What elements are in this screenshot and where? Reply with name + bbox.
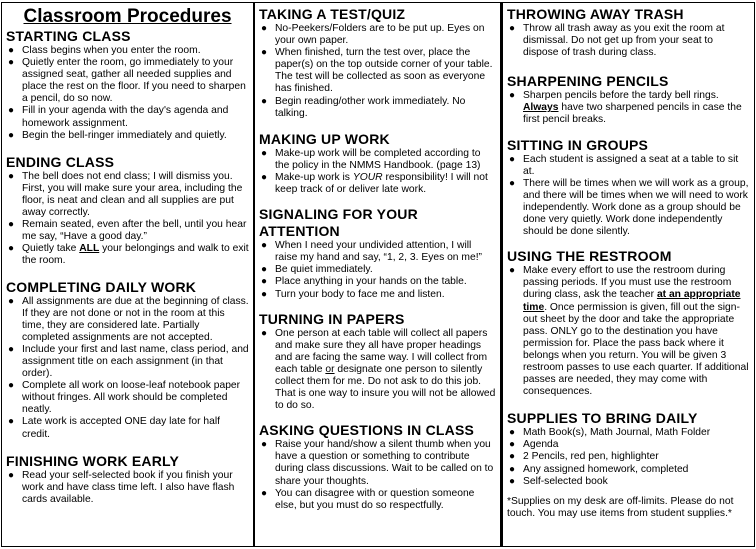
bullet-icon: ● xyxy=(509,475,516,487)
list-item: ● Turn your body to face me and listen. xyxy=(261,288,445,300)
bullet-icon: ● xyxy=(8,469,15,481)
section-using-the-restroom xyxy=(507,248,750,398)
list-item: ● Make-up work is YOUR responsibility! I will not keep track of or deliver late work. xyxy=(261,171,488,196)
bullet-icon: ● xyxy=(8,219,15,231)
bullet-icon: ● xyxy=(509,463,516,475)
list-item: ● When finished, turn the test over, place the paper(s) on the top outside corner of your table. The test will be collected as soon as everyone has finished. xyxy=(261,47,493,95)
section-taking-a-test xyxy=(259,6,496,120)
bullet-icon: ● xyxy=(509,439,516,451)
list-item: ● Read your self-selected book if you finish your work and have class time left. I also have flash cards available. xyxy=(8,469,235,505)
section-heading: ENDING CLASS xyxy=(6,153,115,170)
list-item: ● Fill in your agenda with the day's agenda and homework assignment. xyxy=(8,105,229,129)
bullet-icon: ● xyxy=(509,177,516,189)
list-item: ● The bell does not end class; I will dismiss you. First, you will make sure your area, including the floor, is neat and clean and all supplies are put away correctly. xyxy=(8,170,243,219)
list-item: ● Quietly enter the room, go immediately to your assigned seat, gather all needed supplies and place the rest on the floor. If you need to sharpen a pencil, do so now. xyxy=(8,57,246,105)
section-throwing-away-trash xyxy=(507,6,750,59)
list-item: ● Any assigned homework, completed xyxy=(509,463,689,475)
bullet-icon: ● xyxy=(261,171,268,183)
section-heading: SITTING IN GROUPS xyxy=(507,136,649,153)
section-sharpening-pencils xyxy=(507,73,750,126)
section-heading: TURNING IN PAPERS xyxy=(259,310,405,327)
bullet-icon: ● xyxy=(8,343,15,355)
list-item: ● Include your first and last name, class period, and assignment title on each assignment (in that order). xyxy=(8,343,249,380)
bullet-icon: ● xyxy=(509,153,516,165)
section-heading: ASKING QUESTIONS IN CLASS xyxy=(259,422,475,439)
bullet-icon: ● xyxy=(509,265,516,277)
section-heading: COMPLETING DAILY WORK xyxy=(6,278,197,295)
page-title: Classroom Procedures xyxy=(23,6,232,27)
list-item: ● Raise your hand/show a silent thumb when you have a question or something to contribute during class discussions. Wait to be called on to share your thoughts. xyxy=(261,439,494,487)
section-sitting-in-groups xyxy=(507,137,750,239)
section-supplies xyxy=(507,410,750,520)
bullet-icon: ● xyxy=(261,23,268,34)
list-item: ● There will be times when we will work as a group, and there will be times when we will need to work independently. Work done as a group should be done very quietly. Work done independently should be done silently. xyxy=(509,177,749,238)
section-heading: SIGNALING FOR YOUR ATTENTION xyxy=(259,206,418,240)
section-starting-class xyxy=(6,28,249,142)
bullet-icon: ● xyxy=(261,327,268,339)
section-heading: MAKING UP WORK xyxy=(259,130,390,147)
list-item: ● Make-up work will be completed according to the policy in the NMMS Handbook. (page 13) xyxy=(261,147,481,171)
column-middle xyxy=(253,2,501,547)
list-item: ● Each student is assigned a seat at a table to sit at. xyxy=(509,153,739,177)
section-turning-in-papers xyxy=(259,311,496,413)
list-item: ● Place anything in your hands on the table. xyxy=(261,276,467,288)
section-signaling xyxy=(259,206,496,300)
bullet-icon: ● xyxy=(8,380,15,392)
bullet-icon: ● xyxy=(8,57,15,69)
bullet-icon: ● xyxy=(8,45,15,56)
bullet-icon: ● xyxy=(8,170,15,182)
list-item: ● Begin reading/other work immediately. No talking. xyxy=(261,95,466,119)
list-item: ● No-Peekers/Folders are to be put up. Eyes on your own paper. xyxy=(261,23,485,47)
list-item: ● Math Book(s), Math Journal, Math Folder xyxy=(509,427,711,439)
bullet-icon: ● xyxy=(261,487,268,499)
bullet-icon: ● xyxy=(8,105,15,117)
bullet-icon: ● xyxy=(8,295,15,307)
list-item: ● Begin the bell-ringer immediately and quietly. xyxy=(8,129,227,141)
list-item: ● Make every effort to use the restroom during passing periods. If you must use the restroom during class, ask the teacher at an appropriate time. Once permission is given, fill out the sign-out sheet by the door and take the appropriate pass. ONLY go to the destination you have permission for. Place the pass back where it belongs when you return. You will be given 3 restroom passes to use each quarter. If additional passes are needed, they may come with consequences. xyxy=(509,265,749,398)
list-item: ● Class begins when you enter the room. xyxy=(8,45,201,56)
list-item: ● All assignments are due at the beginning of class. If they are not done or not in the room at this time, they are considered late. Partially completed assignments are not accepted. xyxy=(8,295,249,343)
bullet-icon: ● xyxy=(509,23,516,34)
bullet-icon: ● xyxy=(261,276,268,288)
list-item: ● Late work is accepted ONE day late for half credit. xyxy=(8,416,221,440)
list-item: ● Agenda xyxy=(509,439,559,451)
list-item: ● Self-selected book xyxy=(509,475,608,487)
section-making-up-work xyxy=(259,131,496,196)
section-heading: TAKING A TEST/QUIZ xyxy=(259,6,406,22)
section-asking-questions xyxy=(259,422,496,512)
section-heading: STARTING CLASS xyxy=(6,28,131,44)
bullet-icon: ● xyxy=(261,240,268,252)
bullet-icon: ● xyxy=(509,427,516,439)
section-finishing-work-early xyxy=(6,453,249,506)
list-item: ● Remain seated, even after the bell, until you hear me say, “Have a good day.” xyxy=(8,219,247,243)
bullet-icon: ● xyxy=(261,147,268,159)
section-completing-daily-work xyxy=(6,279,249,441)
list-item: ● Throw all trash away as you exit the room at dismissal. Do not get up from your seat to dispose of trash during class. xyxy=(509,23,725,59)
column-right xyxy=(501,2,755,547)
list-item: ● Quietly take ALL your belongings and walk to exit the room. xyxy=(8,243,249,267)
list-item: ● You can disagree with or question someone else, but you must do so respectfully. xyxy=(261,487,475,511)
bullet-icon: ● xyxy=(8,243,15,255)
section-ending-class xyxy=(6,154,249,268)
bullet-icon: ● xyxy=(261,264,268,276)
section-heading: SUPPLIES TO BRING DAILY xyxy=(507,410,698,427)
section-heading: THROWING AWAY TRASH xyxy=(507,6,684,22)
bullet-icon: ● xyxy=(8,416,15,428)
bullet-icon: ● xyxy=(8,129,15,141)
list-item: ● Complete all work on loose-leaf notebook paper without fringes. All work should be completed neatly. xyxy=(8,380,241,416)
section-heading: SHARPENING PENCILS xyxy=(507,73,669,90)
bullet-icon: ● xyxy=(261,439,268,451)
column-left xyxy=(1,2,254,547)
bullet-icon: ● xyxy=(261,47,268,59)
bullet-icon: ● xyxy=(509,451,516,463)
bullet-icon: ● xyxy=(509,90,516,102)
list-item: ● 2 Pencils, red pen, highlighter xyxy=(509,451,659,463)
list-item: ● Be quiet immediately. xyxy=(261,264,373,276)
list-item: ● Sharpen pencils before the tardy bell rings. Always have two sharpened pencils in case the first pencil breaks. xyxy=(509,90,742,126)
supplies-footnote: *Supplies on my desk are off-limits. Please do not touch. You may use items from student supplies.* xyxy=(507,495,734,519)
list-item: ● When I need your undivided attention, I will raise my hand and say, “1, 2, 3. Eyes on me!” xyxy=(261,240,482,264)
section-heading: USING THE RESTROOM xyxy=(507,248,672,265)
section-heading: FINISHING WORK EARLY xyxy=(6,452,180,469)
list-item: ● One person at each table will collect all papers and make sure they all have proper headings and are facing the same way. I will collect from each table or designate one person to silently collect them for me. Do not ask to do this job. That is one way to insure you will not be allowed to do so. xyxy=(261,327,496,412)
bullet-icon: ● xyxy=(261,288,268,300)
bullet-icon: ● xyxy=(261,95,268,107)
